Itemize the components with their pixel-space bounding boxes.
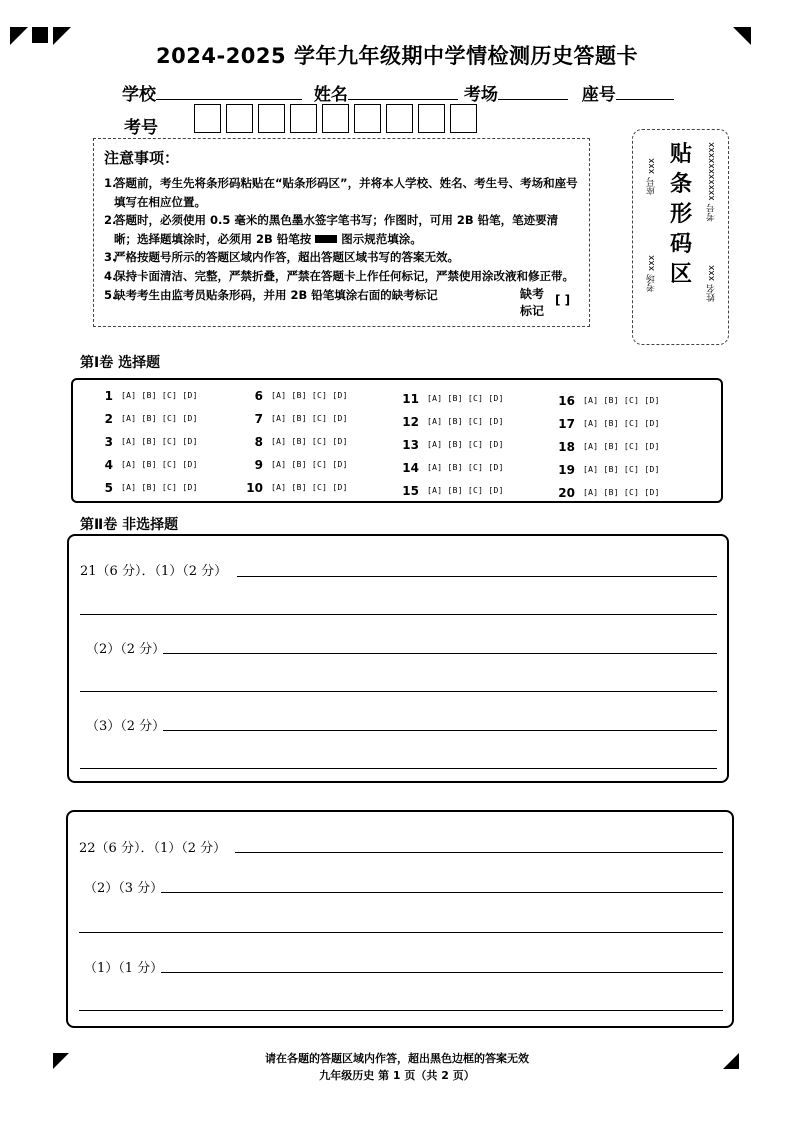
answer-bubbles[interactable]: [A] [B] [C] [D] [427, 486, 504, 495]
choice-answer-box [71, 378, 723, 503]
name-field[interactable] [348, 82, 458, 100]
question-number: 19 [558, 462, 575, 477]
notice-item: 5. 缺考考生由监考员贴条形码，并用 2B 铅笔填涂右面的缺考标记 [104, 287, 438, 302]
choice-question-row [89, 407, 198, 430]
choice-question-row [89, 476, 198, 499]
exam-no-digit-box[interactable] [354, 104, 381, 133]
question-number: 13 [402, 437, 419, 452]
exam-no-digit-box[interactable] [322, 104, 349, 133]
answer-bubbles[interactable]: [A] [B] [C] [D] [427, 417, 504, 426]
question-number: 17 [558, 416, 575, 431]
answer-line[interactable] [161, 972, 723, 973]
notice-item: 2. 答题时，必须使用 0.5 毫米的黑色墨水签字笔书写；作图时，可用 2B 铅笔，笔迹要清晰；选择题填涂时，必须用 2B 铅笔按 图示规范填涂。 [104, 213, 559, 246]
exam-no-digit-box[interactable] [386, 104, 413, 133]
answer-bubbles[interactable]: [A] [B] [C] [D] [271, 437, 348, 446]
answer-bubbles[interactable]: [A] [B] [C] [D] [121, 414, 198, 423]
answer-bubbles[interactable]: [A] [B] [C] [D] [271, 414, 348, 423]
page-title: 2024-2025 学年九年级期中学情检测历史答题卡 [156, 44, 638, 68]
choice-question-row [239, 476, 348, 499]
question-number: 18 [558, 439, 575, 454]
choice-question-row [395, 433, 504, 456]
answer-bubbles[interactable]: [A] [B] [C] [D] [427, 394, 504, 403]
answer-line[interactable] [80, 768, 717, 769]
answer-bubbles[interactable]: [A] [B] [C] [D] [271, 391, 348, 400]
question-number: 12 [402, 414, 419, 429]
notice-panel [93, 138, 590, 327]
exam-no-digit-box[interactable] [258, 104, 285, 133]
q21-part3-label: （3）（2 分） [86, 719, 166, 734]
choice-question-row [551, 412, 660, 435]
q21-part2-label: （2）（2 分） [86, 642, 166, 657]
exam-no-digit-box[interactable] [226, 104, 253, 133]
notice-heading: 注意事项： [104, 149, 180, 167]
choice-question-row [551, 389, 660, 412]
choice-question-row [395, 456, 504, 479]
question-number: 1 [104, 388, 113, 403]
question-number: 14 [402, 460, 419, 475]
q22-part1-label: 22（6 分）．（1）（2 分） [79, 841, 227, 856]
barcode-name: 姓名 xxx [707, 265, 717, 302]
answer-bubbles[interactable]: [A] [B] [C] [D] [121, 460, 198, 469]
filled-bubble-example [315, 235, 337, 243]
room-field[interactable] [498, 82, 568, 100]
footer-warning: 请在各题的答题区域内作答，超出黑色边框的答案无效 [265, 1052, 529, 1065]
exam-no-label: 考号 [124, 118, 158, 138]
question-number: 8 [254, 434, 263, 449]
choice-question-row [551, 481, 660, 504]
answer-bubbles[interactable]: [A] [B] [C] [D] [583, 396, 660, 405]
exam-no-digit-box[interactable] [418, 104, 445, 133]
question-number: 7 [254, 411, 263, 426]
exam-no-digit-box[interactable] [194, 104, 221, 133]
answer-line[interactable] [163, 653, 717, 654]
absent-mark-box[interactable]: [ ] [555, 293, 571, 307]
choice-question-row [89, 453, 198, 476]
answer-bubbles[interactable]: [A] [B] [C] [D] [121, 437, 198, 446]
question-number: 10 [246, 480, 263, 495]
answer-bubbles[interactable]: [A] [B] [C] [D] [583, 442, 660, 451]
answer-line[interactable] [79, 932, 723, 933]
q22-answer-box [66, 810, 734, 1028]
choice-question-row [395, 479, 504, 502]
answer-bubbles[interactable]: [A] [B] [C] [D] [121, 483, 198, 492]
notice-item: 3. 严格按题号所示的答题区域内作答，超出答题区域书写的答案无效。 [104, 250, 459, 265]
answer-bubbles[interactable]: [A] [B] [C] [D] [427, 440, 504, 449]
question-number: 16 [558, 393, 575, 408]
choice-question-row [239, 407, 348, 430]
question-number: 3 [104, 434, 113, 449]
choice-question-row [239, 453, 348, 476]
barcode-zone-title: 贴 条 形 码 区 [669, 142, 692, 287]
barcode-room: 考场 xxx [647, 255, 657, 292]
answer-bubbles[interactable]: [A] [B] [C] [D] [271, 460, 348, 469]
answer-line[interactable] [235, 852, 723, 853]
question-number: 15 [402, 483, 419, 498]
section1-label: 第Ⅰ卷 选择题 [80, 355, 161, 371]
room-label: 考场 [463, 85, 498, 105]
choice-question-row [239, 384, 348, 407]
answer-line[interactable] [163, 730, 717, 731]
absent-mark-label: 缺考 标记 [520, 287, 545, 318]
choice-question-row [551, 435, 660, 458]
answer-line[interactable] [80, 614, 717, 615]
notice-item: 1. 答题前，考生先将条形码粘贴在“贴条形码区”，并将本人学校、姓名、考生号、考场和座号填写在相应位置。 [104, 176, 578, 209]
section2-label: 第Ⅱ卷 非选择题 [80, 517, 179, 533]
answer-line[interactable] [79, 1010, 723, 1011]
question-number: 6 [254, 388, 263, 403]
q22-part3-label: （1）（1 分） [84, 961, 164, 976]
notice-item: 4. 保持卡面清洁、完整，严禁折叠，严禁在答题卡上作任何标记，严禁使用涂改液和修正带。 [104, 268, 574, 283]
answer-line[interactable] [161, 892, 723, 893]
q22-part2-label: （2）（3 分） [84, 881, 164, 896]
choice-question-row [89, 430, 198, 453]
seat-field[interactable] [616, 82, 674, 100]
exam-no-digit-box[interactable] [450, 104, 477, 133]
answer-bubbles[interactable]: [A] [B] [C] [D] [427, 463, 504, 472]
name-label: 姓名 [313, 85, 348, 105]
student-info-row [122, 80, 674, 105]
exam-no-boxes [194, 104, 482, 133]
answer-line[interactable] [80, 691, 717, 692]
question-number: 5 [104, 480, 113, 495]
q21-part1-label: 21（6 分）．（1）（2 分） [80, 564, 228, 579]
answer-line[interactable] [237, 576, 717, 577]
school-field[interactable] [156, 82, 302, 100]
choice-question-row [395, 387, 504, 410]
answer-bubbles[interactable]: [A] [B] [C] [D] [121, 391, 198, 400]
choice-question-row [89, 384, 198, 407]
choice-question-row [551, 458, 660, 481]
footer-page-info: 九年级历史 第 1 页（共 2 页） [319, 1069, 475, 1082]
exam-no-digit-box[interactable] [290, 104, 317, 133]
choice-question-row [239, 430, 348, 453]
school-label: 学校 [122, 85, 156, 105]
answer-bubbles[interactable]: [A] [B] [C] [D] [583, 419, 660, 428]
seat-label: 座号 [581, 85, 616, 105]
choice-question-row [395, 410, 504, 433]
question-number: 2 [104, 411, 113, 426]
question-number: 20 [558, 485, 575, 500]
barcode-seat: 座号 xxx [647, 158, 657, 195]
question-number: 9 [254, 457, 263, 472]
q21-answer-box [67, 534, 729, 783]
answer-bubbles[interactable]: [A] [B] [C] [D] [583, 488, 660, 497]
answer-bubbles[interactable]: [A] [B] [C] [D] [583, 465, 660, 474]
answer-bubbles[interactable]: [A] [B] [C] [D] [271, 483, 348, 492]
question-number: 4 [104, 457, 113, 472]
barcode-exam-no: 考号 xxxxxxxxxxx [707, 142, 717, 222]
question-number: 11 [402, 391, 419, 406]
